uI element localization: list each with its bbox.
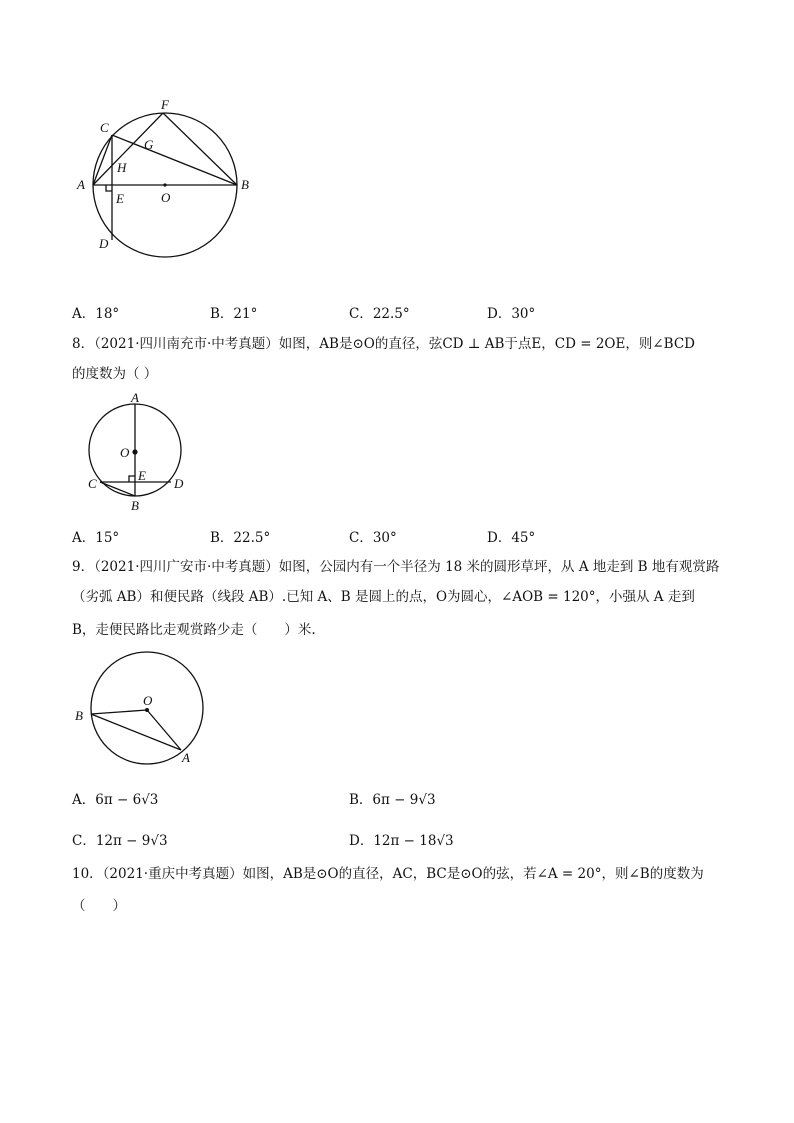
q8-figure [78, 390, 198, 515]
q7-figure [70, 90, 280, 260]
q7-label-a: A [77, 177, 85, 192]
q9-center-dot [145, 708, 149, 712]
q9-stem-line2: （劣弧 AB）和便民路（线段 AB）.已知 A、B 是圆上的点，O为圆心，∠AOB = 120°，小强从 A 走到 [72, 589, 695, 605]
q8-segment-cb [100, 482, 135, 496]
q8-center-dot [132, 449, 137, 454]
q7-option-a[interactable]: A．18° [72, 306, 120, 322]
q10-stem-line1: 10．（2021·重庆中考真题）如图，AB是⊙O的直径，AC，BC是⊙O的弦，若∠A = 20°，则∠B的度数为 [72, 866, 704, 882]
q7-center-dot [163, 183, 166, 186]
q8-label-e: E [138, 468, 146, 483]
q9-option-d[interactable]: D．12π − 18√3 [349, 833, 454, 849]
q8-right-angle-mark [129, 476, 135, 482]
q7-segment-fb [163, 113, 237, 185]
q7-option-b[interactable]: B．21° [210, 306, 258, 322]
q8-stem-line1: 8．（2021·四川南充市·中考真题）如图，AB是⊙O的直径，弦CD ⊥ AB于点E，CD = 2OE，则∠BCD [72, 336, 695, 352]
q7-label-f: F [161, 97, 169, 112]
q7-label-g: G [144, 137, 154, 152]
q7-segment-cb [112, 135, 237, 185]
q9-figure [70, 650, 210, 770]
q9-option-a[interactable]: A．6π − 6√3 [72, 792, 159, 808]
q8-option-b[interactable]: B．22.5° [210, 530, 271, 546]
q9-stem-line3: B，走便民路比走观赏路少走（ ）米. [72, 622, 316, 638]
q8-option-d[interactable]: D．45° [487, 530, 536, 546]
q9-segment-oa [147, 710, 181, 750]
q9-segment-ob [91, 710, 147, 714]
q7-label-c: C [100, 120, 109, 135]
q7-label-o: O [161, 190, 171, 205]
q9-label-a: A [182, 750, 190, 765]
q9-stem-line1: 9．（2021·四川广安市·中考真题）如图，公园内有一个半径为 18 米的圆形草坪，从 A 地走到 B 地有观赏路 [72, 559, 720, 575]
q8-option-c[interactable]: C．30° [349, 530, 397, 546]
q9-option-c[interactable]: C．12π − 9√3 [72, 833, 168, 849]
q7-option-c[interactable]: C．22.5° [349, 306, 410, 322]
q7-label-e: E [116, 191, 124, 206]
q7-label-b: B [241, 177, 249, 192]
q8-label-o: O [120, 445, 130, 460]
q8-label-a: A [131, 390, 139, 405]
q8-option-a[interactable]: A．15° [72, 530, 120, 546]
q7-right-angle-mark [106, 185, 112, 191]
q9-option-b[interactable]: B．6π − 9√3 [349, 792, 436, 808]
q9-label-b: B [75, 708, 83, 723]
q7-label-d: D [99, 236, 109, 251]
q7-segment-ac [93, 135, 112, 185]
q8-label-c: C [88, 476, 97, 491]
q8-label-d: D [174, 476, 184, 491]
q7-label-h: H [117, 160, 127, 175]
q10-stem-line2: （ ） [72, 898, 126, 914]
q7-option-d[interactable]: D．30° [487, 306, 536, 322]
q9-label-o: O [143, 693, 153, 708]
q8-label-b: B [131, 498, 139, 513]
q8-stem-line2: 的度数为（ ） [72, 366, 158, 382]
